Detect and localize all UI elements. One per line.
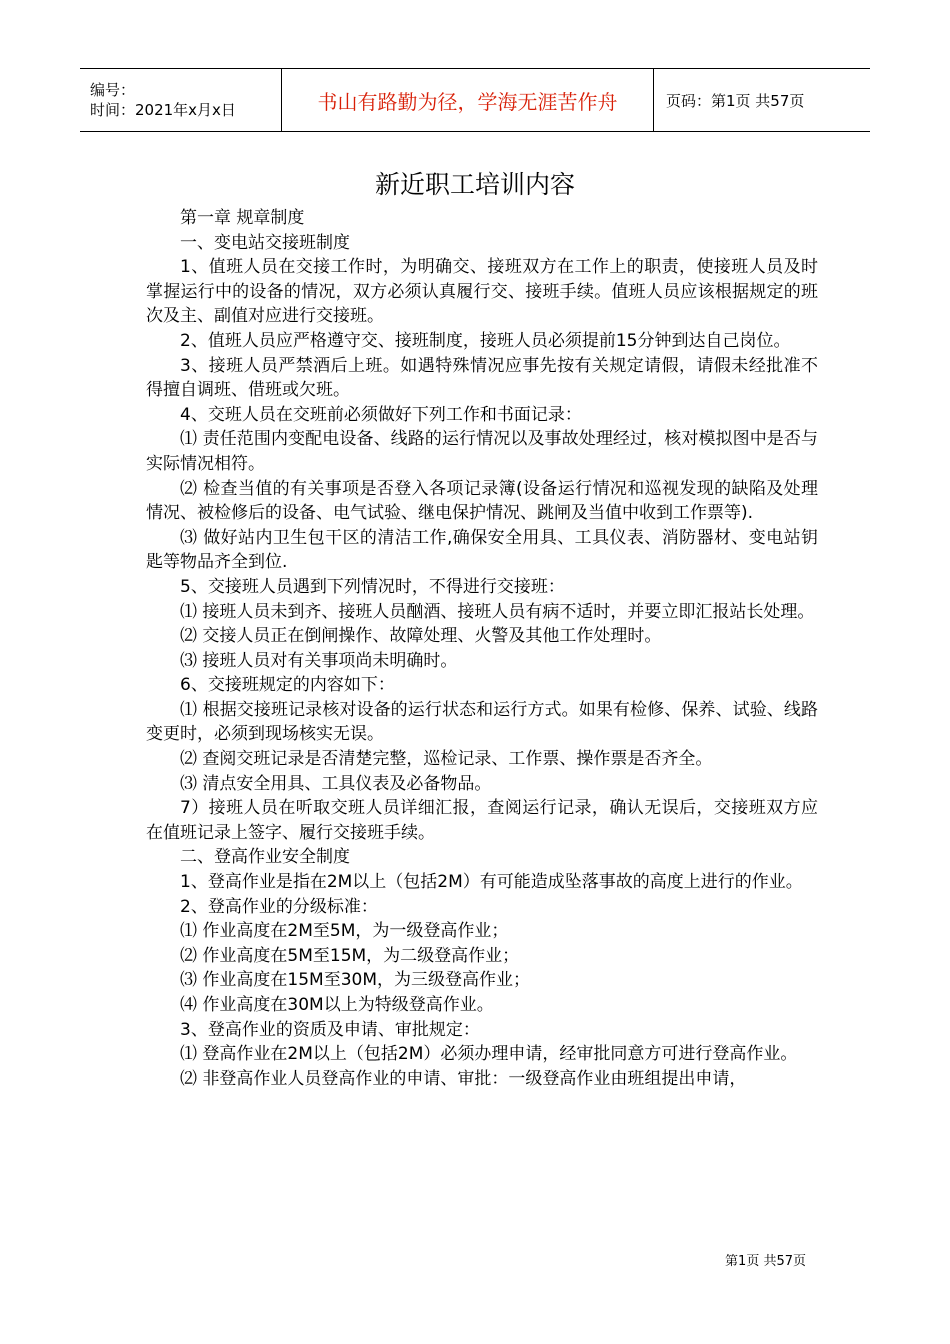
paragraph: 一、变电站交接班制度 (180, 232, 350, 253)
page-header (80, 68, 870, 132)
paragraph: ⑵ 查阅交班记录是否清楚完整，巡检记录、工作票、操作票是否齐全。 (180, 749, 713, 770)
document-title: 新近职工培训内容 (374, 170, 575, 199)
header-motto: 书山有路勤为径，学海无涯苦作舟 (282, 69, 654, 131)
header-page-info: 页码：第1页 共57页 (666, 91, 805, 110)
paragraph: ⑶ 做好站内卫生包干区的清洁工作,确保安全用具、工具仪表、消防器材、变电站钥匙等物品齐全到位. (146, 527, 818, 573)
document-date: 时间：2021年x月x日 (90, 101, 236, 119)
page-footer: 第1页 共57页 (725, 1254, 806, 1269)
paragraph: ⑴ 作业高度在2M至5M，为一级登高作业； (180, 921, 509, 942)
paragraph: 1、登高作业是指在2M以上（包括2M）有可能造成坠落事故的高度上进行的作业。 (180, 872, 803, 893)
paragraph: ⑶ 清点安全用具、工具仪表及必备物品。 (180, 773, 492, 794)
paragraph: 2、值班人员应严格遵守交、接班制度，接班人员必须提前15分钟到达自己岗位。 (180, 330, 791, 351)
document-body (146, 206, 818, 1091)
paragraph: ⑴ 根据交接班记录核对设备的运行状态和运行方式。如果有检修、保养、试验、线路变更时，必须到现场核实无误。 (146, 699, 818, 745)
paragraph: 第一章 规章制度 (180, 208, 305, 228)
paragraph: ⑵ 作业高度在5M至15M，为二级登高作业； (180, 945, 520, 966)
paragraph: ⑴ 接班人员未到齐、接班人员酗酒、接班人员有病不适时，并要立即汇报站长处理。 (180, 601, 815, 622)
paragraph: 3、登高作业的资质及申请、审批规定： (180, 1019, 480, 1040)
paragraph: ⑵ 非登高作业人员登高作业的申请、审批：一级登高作业由班组提出申请， (180, 1068, 747, 1089)
paragraph: ⑴ 责任范围内变配电设备、线路的运行情况以及事故处理经过，核对模拟图中是否与实际情况相符。 (146, 429, 818, 474)
paragraph: 二、登高作业安全制度 (180, 847, 350, 868)
paragraph: 6、交接班规定的内容如下： (180, 675, 395, 696)
paragraph: 7）接班人员在听取交班人员详细汇报，查阅运行记录，确认无误后，交接班双方应在值班记录上签字、履行交接班手续。 (146, 798, 818, 843)
paragraph: ⑵ 交接人员正在倒闸操作、故障处理、火警及其他工作处理时。 (180, 626, 662, 647)
paragraph: 4、交班人员在交班前必须做好下列工作和书面记录： (180, 404, 582, 425)
paragraph: ⑷ 作业高度在30M以上为特级登高作业。 (180, 995, 494, 1015)
paragraph: ⑵ 检查当值的有关事项是否登入各项记录簿(设备运行情况和巡视发现的缺陷及处理情况、被检修后的设备、电气试验、继电保护情况、跳闸及当值中收到工作票等). (146, 478, 818, 524)
paragraph: 3、接班人员严禁酒后上班。如遇特殊情况应事先按有关规定请假，请假未经批准不得擅自调班、借班或欠班。 (146, 355, 818, 401)
document-number: 编号： (90, 81, 136, 99)
paragraph: ⑶ 作业高度在15M至30M，为三级登高作业； (180, 970, 531, 991)
header-meta (80, 69, 282, 131)
paragraph: ⑶ 接班人员对有关事项尚未明确时。 (180, 650, 458, 671)
paragraph: 2、登高作业的分级标准： (180, 896, 378, 917)
paragraph: ⑴ 登高作业在2M以上（包括2M）必须办理申请，经审批同意方可进行登高作业。 (180, 1044, 798, 1065)
paragraph: 1、值班人员在交接工作时，为明确交、接班双方在工作上的职责，使接班人员及时掌握运行中的设备的情况，双方必须认真履行交、接班手续。值班人员应该根据规定的班次及主、副值对应进行交接班。 (146, 257, 818, 327)
paragraph: 5、交接班人员遇到下列情况时，不得进行交接班： (180, 576, 565, 597)
